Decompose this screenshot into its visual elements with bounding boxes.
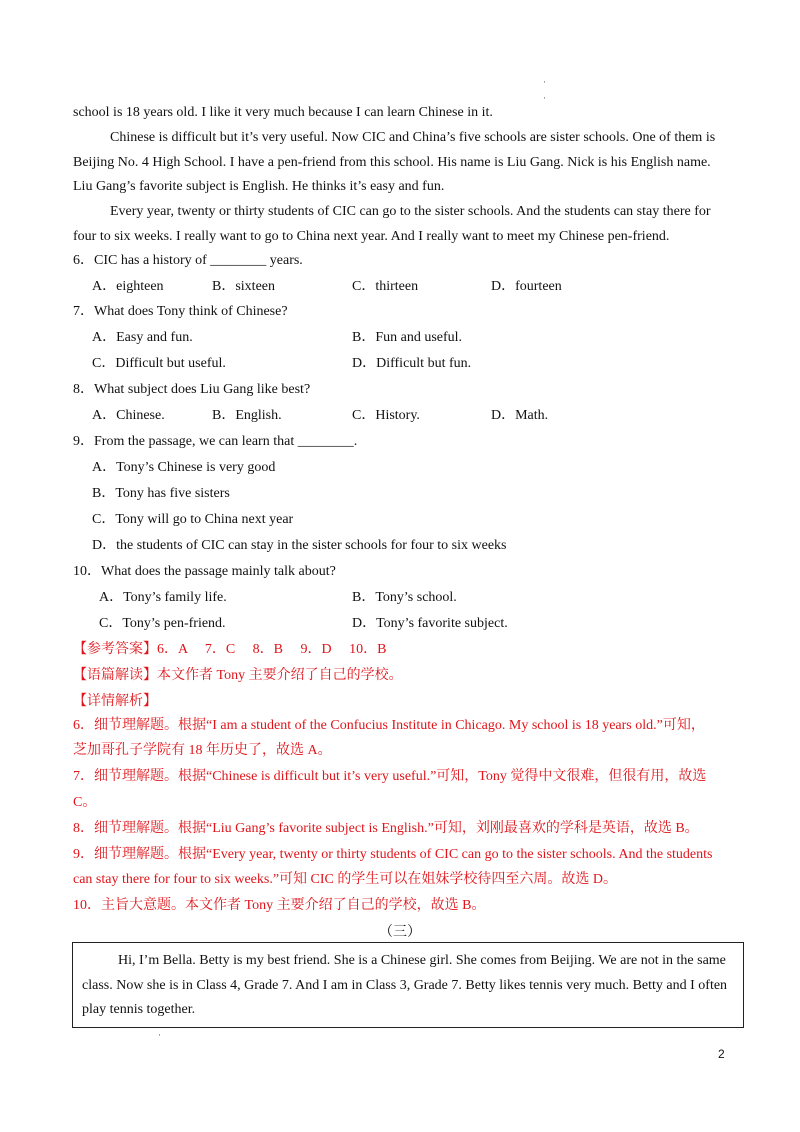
option-a[interactable]: A．Chinese. <box>92 408 165 423</box>
option-a[interactable]: A．Tony’s family life. <box>99 590 227 605</box>
option-a[interactable]: A．Tony’s Chinese is very good <box>92 460 276 475</box>
explanation-line: 10．主旨大意题。本文作者 Tony 主要介绍了自己的学校，故选 B。 <box>73 898 486 913</box>
explanation-line: can stay there for four to six weeks.”可知 CIC 的学生可以在姐妹学校待四至六周。故选 D。 <box>73 872 617 887</box>
explanation-line: 8．细节理解题。根据“Liu Gang’s favorite subject is English.”可知，刘刚最喜欢的学科是英语，故选 B。 <box>73 821 699 836</box>
explanation-line: 6．细节理解题。根据“I am a student of the Confucius Institute in Chicago. My school is 18 years old.”可知， <box>73 718 705 733</box>
option-a[interactable]: A．eighteen <box>92 279 164 294</box>
option-b[interactable]: B．sixteen <box>212 279 275 294</box>
scan-dot: · <box>158 1030 161 1040</box>
option-c[interactable]: C．thirteen <box>352 279 419 294</box>
question-stem: 7．What does Tony think of Chinese? <box>73 304 288 319</box>
question-stem: 8．What subject does Liu Gang like best? <box>73 382 311 397</box>
passage-summary: 【语篇解读】本文作者 Tony 主要介绍了自己的学校。 <box>73 668 403 683</box>
scan-dot: · <box>543 77 546 87</box>
option-c[interactable]: C．Tony’s pen-friend. <box>99 616 226 631</box>
box-line: class. Now she is in Class 4, Grade 7. And I am in Class 3, Grade 7. Betty likes tennis very much. Betty and I often <box>82 978 728 993</box>
passage-line: school is 18 years old. I like it very much because I can learn Chinese in it. <box>73 105 493 120</box>
option-d[interactable]: D．Math. <box>491 408 549 423</box>
answer-key: 【参考答案】6．A 7．C 8．B 9．D 10．B <box>73 642 387 657</box>
option-b[interactable]: B．Tony has five sisters <box>92 486 230 501</box>
option-b[interactable]: B．Fun and useful. <box>352 330 463 345</box>
passage-line: Every year, twenty or thirty students of CIC can go to the sister schools. And the students can stay there for <box>110 204 711 219</box>
explanation-line: 7．细节理解题。根据“Chinese is difficult but it’s very useful.”可知，Tony 觉得中文很难，但很有用，故选 <box>73 769 707 784</box>
passage-line: four to six weeks. I really want to go to China next year. And I really want to meet my Chinese pen-friend. <box>73 229 670 244</box>
option-c[interactable]: C．History. <box>352 408 420 423</box>
question-stem: 9．From the passage, we can learn that ________. <box>73 434 358 449</box>
page-number: 2 <box>718 1047 725 1061</box>
box-line: play tennis together. <box>82 1002 196 1017</box>
option-c[interactable]: C．Difficult but useful. <box>92 356 226 371</box>
option-d[interactable]: D．fourteen <box>491 279 562 294</box>
section-heading: （三） <box>379 925 421 940</box>
option-d[interactable]: D．Tony’s favorite subject. <box>352 616 508 631</box>
option-a[interactable]: A．Easy and fun. <box>92 330 193 345</box>
option-d[interactable]: D．Difficult but fun. <box>352 356 472 371</box>
explanation-line: 芝加哥孔子学院有 18 年历史了，故选 A。 <box>73 743 332 758</box>
option-b[interactable]: B．Tony’s school. <box>352 590 457 605</box>
passage-line: Liu Gang’s favorite subject is English. He thinks it’s easy and fun. <box>73 179 445 194</box>
passage-line: Chinese is difficult but it’s very useful. Now CIC and China’s five schools are sister schools. One of them is <box>110 130 716 145</box>
scan-dot: · <box>543 93 546 103</box>
detail-title: 【详情解析】 <box>73 694 157 709</box>
option-c[interactable]: C．Tony will go to China next year <box>92 512 294 527</box>
option-b[interactable]: B．English. <box>212 408 282 423</box>
option-d[interactable]: D．the students of CIC can stay in the sister schools for four to six weeks <box>92 538 507 553</box>
box-line: Hi, I’m Bella. Betty is my best friend. She is a Chinese girl. She comes from Beijing. We are not in the same <box>118 953 726 968</box>
explanation-line: 9．细节理解题。根据“Every year, twenty or thirty students of CIC can go to the sister schools. And the students <box>73 847 713 862</box>
passage-box <box>72 942 744 1028</box>
passage-line: Beijing No. 4 High School. I have a pen-friend from this school. His name is Liu Gang. Nick is his English name. <box>73 155 711 170</box>
question-stem: 10．What does the passage mainly talk about? <box>73 564 336 579</box>
question-stem: 6．CIC has a history of ________ years. <box>73 253 303 268</box>
explanation-line: C。 <box>73 795 97 810</box>
